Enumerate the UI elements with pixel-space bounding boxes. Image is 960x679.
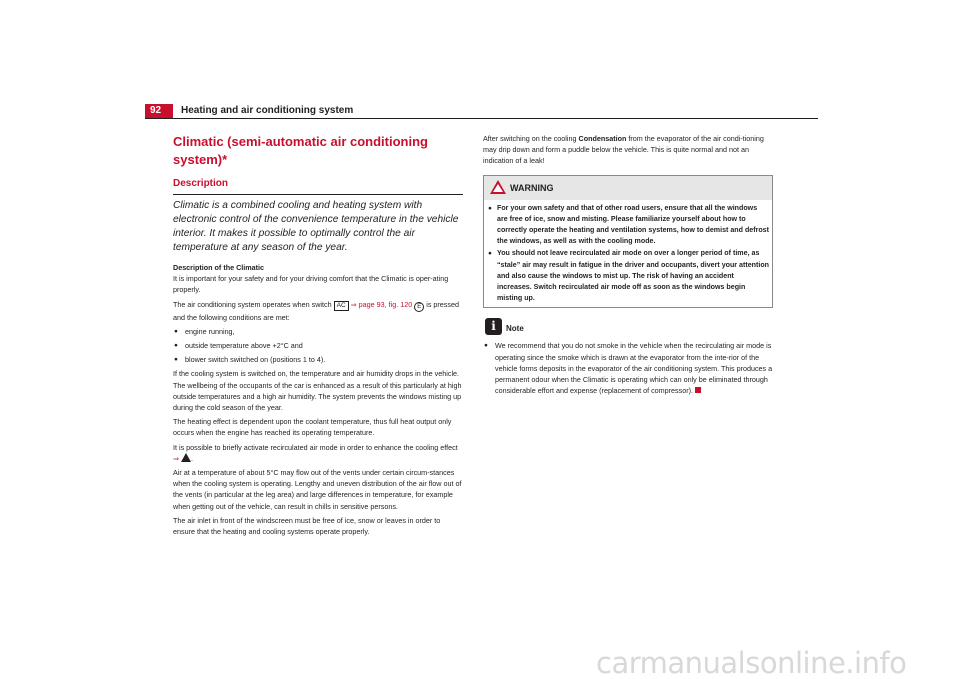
note-item [483, 340, 773, 396]
text-span: from the evaporator of the air condi-tioning may drip down and form a puddle below the vehicle. This is quite normal and not an indication of a leak! [483, 134, 764, 166]
text-span: is pressed and the following conditions are met: [173, 299, 459, 322]
text-span: . [191, 453, 194, 463]
callout-e-symbol: E [414, 302, 424, 312]
paragraph: The air inlet in front of the windscreen must be free of ice, snow or leaves in order to ensure that the heating and cooling systems operate properly. [173, 515, 441, 537]
paragraph-recirculation [173, 442, 463, 464]
section-title: Climatic (semi-automatic air conditioning system)* [173, 134, 428, 167]
running-title: Heating and air conditioning system [181, 105, 354, 116]
warning-box [483, 175, 773, 309]
right-column [483, 133, 773, 399]
watermark: carmanualsonline.info [596, 646, 907, 679]
list-item: ● blower switch switched on (positions 1 to 4). [173, 354, 463, 365]
text-span: After switching on the cooling [483, 134, 579, 143]
warning-triangle-icon[interactable] [181, 453, 194, 463]
text-span: The air conditioning system operates when switch [173, 299, 334, 309]
note-header [483, 318, 773, 340]
warning-title: WARNING [510, 182, 554, 193]
list-item: ● engine running, [173, 326, 463, 337]
warning-triangle-icon [490, 180, 506, 194]
subsection-title: Description [173, 177, 463, 195]
page-reference-link[interactable]: ⇒ page 93, fig. 120 [350, 299, 413, 309]
warning-item: ● You should not leave recirculated air mode on over a longer period of time, as “stale” air may result in fatigue in the driver and occupants, divert your attention and also cause the windows to mist up. The risk of having an accident increases. Switch recirculated air mode off as soon as the windows begin misting up. [487, 248, 769, 304]
paragraph-condensation [483, 133, 773, 167]
paragraph-ac-switch [173, 299, 463, 323]
page-number: 92 [150, 105, 162, 116]
paragraph: It is important for your safety and for your driving comfort that the Climatic is oper-ating properly. [173, 274, 449, 295]
left-column [173, 133, 463, 540]
note-title: Note [506, 324, 524, 334]
text-span: It is possible to briefly activate recirculated air mode in order to enhance the cooling effect [173, 442, 458, 452]
paragraph: If the cooling system is switched on, the temperature and air humidity drops in the vehicle. The wellbeing of the occupants of the car is enhanced as a result of this particularly at high outside temperatures and a high air humidity. The system prevents the windows misting up during the cold season of the year. [173, 369, 462, 413]
header-rule [145, 118, 818, 119]
list-item: ● outside temperature above +2°C and [173, 340, 463, 351]
paragraph: The heating effect is dependent upon the coolant temperature, thus full heat output only occurs when the engine has reached its operating temperature. [173, 417, 452, 438]
section-end-icon [695, 387, 701, 393]
paragraph-heading: Description of the Climatic [173, 263, 265, 272]
paragraph: Air at a temperature of about 5°C may flow out of the vents under certain circum-stances when the cooling system is operating. Lengthy and uneven distribution of the air flow out of the vents (in particular at the leg area) and large differences in temperature, for example when getting out of the vehicle, can result in chills in sensitive persons. [173, 468, 462, 511]
intro-paragraph: Climatic is a combined cooling and heating system with electronic control of the convenience temperature in the vehicle interior. It makes it possible to optimally control the air temperature at any season of the year. [173, 200, 459, 253]
warning-item: ● For your own safety and that of other road users, ensure that all the windows are free of ice, snow and misting. Please familiarize yourself about how to correctly operate the heating and ventilation systems, how to demist and defrost the windows, as well as with the cooling mode. [487, 203, 769, 248]
ac-key-symbol: AC [334, 301, 349, 311]
warning-reference-arrow[interactable]: ⇒ [173, 453, 180, 463]
text-span: We recommend that you do not smoke in the vehicle when the recirculating air mode is operating since the smoke which is drawn at the evaporator from the inte-rior of the vehicle forms deposits in the evaporator of the air conditioning system. This produces a permanent odour when the Climatic is operating which can only be eliminated through considerable effort and expense (replacement of compressor). [495, 341, 773, 396]
warning-header [484, 176, 772, 200]
info-icon: i [485, 318, 502, 335]
bold-term: Condensation [578, 134, 627, 143]
warning-body [484, 200, 772, 308]
